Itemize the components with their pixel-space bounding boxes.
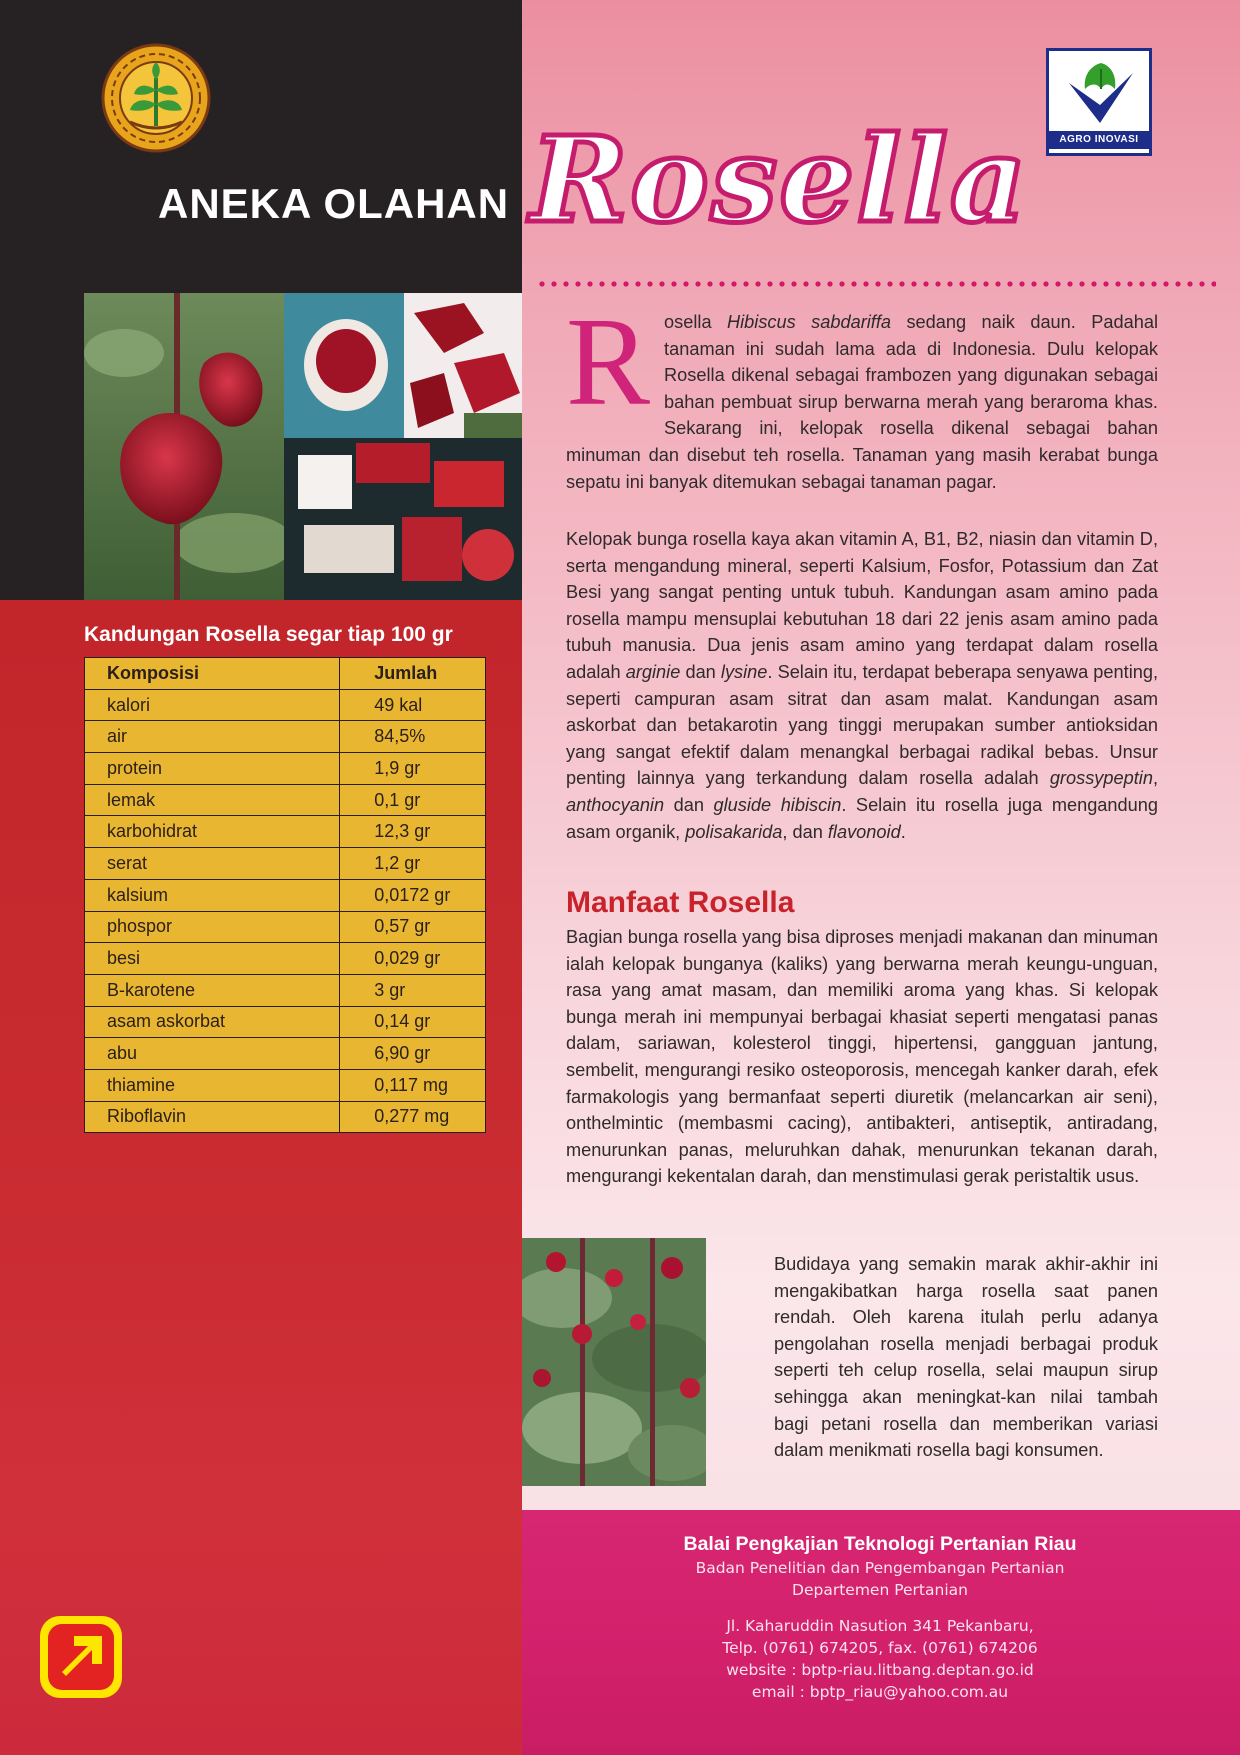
table-cell: 0,117 mg	[340, 1069, 486, 1101]
agro-inovasi-logo-icon	[1063, 59, 1137, 129]
table-cell: lemak	[85, 784, 340, 816]
footer-agency: Badan Penelitian dan Pengembangan Pertanian	[695, 1559, 1065, 1577]
agro-inovasi-logo	[1046, 48, 1152, 156]
table-cell: protein	[85, 753, 340, 785]
ministry-of-agriculture-emblem-icon	[100, 42, 212, 154]
text-run: dan	[664, 794, 714, 815]
italic-text-run: lysine	[720, 661, 768, 682]
table-row	[85, 943, 486, 975]
table-cell: asam askorbat	[85, 1006, 340, 1038]
table-cell: thiamine	[85, 1069, 340, 1101]
table-cell: karbohidrat	[85, 816, 340, 848]
text-run: dan	[680, 661, 721, 682]
text-run: Kelopak bunga rosella kaya akan vitamin A, B1, B2, niasin dan vitamin D, serta mengandung mineral, seperti Kalsium, Fosfor, Potassium dan Zat Besi yang sangat penting untuk tubuh. Kandungan asam amino pada rosella mampu mensuplai kebutuhan 18 dari 22 jenis asam amino pada tubuh manusia. Dua jenis asam amino yang terdapat dalam rosella adalah	[566, 529, 1158, 682]
table-cell: kalori	[85, 689, 340, 721]
text-run: , dan	[782, 821, 828, 842]
table-cell: 6,90 gr	[340, 1038, 486, 1070]
table-row	[85, 911, 486, 943]
table-row	[85, 1069, 486, 1101]
table-cell: 0,14 gr	[340, 1006, 486, 1038]
table-cell: air	[85, 721, 340, 753]
footer-organization: Balai Pengkajian Teknologi Pertanian Riau	[683, 1533, 1077, 1555]
rosella-photo-collage	[84, 293, 522, 600]
table-row	[85, 689, 486, 721]
agro-logo-label: AGRO INOVASI	[1049, 131, 1149, 149]
italic-text-run: Hibiscus sabdariffa	[727, 312, 892, 332]
italic-text-run: polisakarida	[685, 821, 783, 842]
footer-contact	[600, 1531, 1160, 1703]
table-row	[85, 1038, 486, 1070]
text-run: ,	[1152, 768, 1158, 789]
text-run: .	[900, 821, 906, 842]
table-cell: Riboflavin	[85, 1101, 340, 1133]
nutrition-table	[84, 657, 486, 1133]
table-cell: 3 gr	[340, 974, 486, 1006]
footer-department: Departemen Pertanian	[792, 1581, 968, 1599]
table-cell: 0,1 gr	[340, 784, 486, 816]
table-cell: 0,57 gr	[340, 911, 486, 943]
table-cell: 0,029 gr	[340, 943, 486, 975]
drop-cap: R	[566, 293, 651, 432]
footer-address: Jl. Kaharuddin Nasution 341 Pekanbaru,	[726, 1617, 1034, 1635]
text-run: . Selain itu, terdapat beberapa senyawa penting, seperti campuran asam sitrat dan asam malat. Kandungan asam askorbat dan betakarotin yang tinggi merupakan sumber antioksidan yang sangat efektif dalam menangkal berbagai radikal bebas. Unsur penting lainnya yang terkandung dalam rosella adalah	[566, 661, 1159, 789]
text-run: . Selain itu rosella juga mengandung asam organik,	[566, 794, 1158, 842]
title-prefix: ANEKA OLAHAN	[158, 180, 510, 227]
rosella-field-photo	[522, 1238, 706, 1486]
benefits-paragraph: Bagian bunga rosella yang bisa diproses menjadi makanan dan minuman ialah kelopak bunganya (kaliks) yang berwarna merah keungu-unguan, rasa yang amat masam, dan memiliki aroma yang khas. Si kelopak bunga merah ini mempunyai berbagai khasiat seperti mengatasi panas dalam, sariawan, kolesterol tinggi, hipertensi, gangguan jantung, sembelit, mengurangi resiko osteoporosis, mencegah kanker darah, efek farmakologis yang bermanfaat seperti diuretik (melancarkan air seni), onthelmintic (membasmi cacing), antibakteri, antiseptik, antiradang, menurunkan panas, meluruhkan dahak, menurunkan tekanan darah, mengurangi kekentalan darah, dan menstimulasi gerak peristaltik usus.	[566, 927, 1158, 1187]
nutrition-paragraph	[566, 526, 1158, 845]
italic-text-run: grossypeptin	[1049, 768, 1153, 789]
table-cell: 1,2 gr	[340, 848, 486, 880]
table-cell: 12,3 gr	[340, 816, 486, 848]
table-cell: besi	[85, 943, 340, 975]
italic-text-run: flavonoid	[827, 821, 901, 842]
table-row	[85, 1101, 486, 1133]
up-right-arrow-icon	[36, 1612, 126, 1702]
column-header: Jumlah	[340, 658, 486, 690]
table-title: Kandungan Rosella segar tiap 100 gr	[84, 623, 453, 646]
table-cell: 0,277 mg	[340, 1101, 486, 1133]
table-row	[85, 1006, 486, 1038]
italic-text-run: arginie	[625, 661, 681, 682]
section-heading: Manfaat Rosella	[566, 886, 795, 919]
table-row	[85, 753, 486, 785]
page-title: Rosella	[530, 110, 1029, 249]
table-row	[85, 721, 486, 753]
text-run: sedang naik daun. Padahal tanaman ini sudah lama ada di Indonesia. Dulu kelopak Rosella dikenal sebagai frambozen yang digunakan sebagai bahan pembuat sirup berwarna merah yang beraroma khas. Sekarang ini, kelopak rosella dikenal sebagai bahan minuman dan disebut teh rosella. Tanaman yang masih kerabat bunga sepatu ini banyak ditemukan sebagai tanaman pagar.	[566, 312, 1159, 492]
footer-phone: Telp. (0761) 674205, fax. (0761) 674206	[722, 1639, 1038, 1657]
table-header-row	[85, 658, 486, 690]
table-cell: phospor	[85, 911, 340, 943]
table-cell: kalsium	[85, 879, 340, 911]
cultivation-paragraph: Budidaya yang semakin marak akhir-akhir ini mengakibatkan harga rosella saat panen rendah. Oleh karena itulah perlu adanya pengolahan rosella menjadi berbagai produk seperti teh celup rosella, selai maupun sirup sehingga akan meningkat-kan nilai tambah bagi petani rosella dan memberikan variasi dalam menikmati rosella bagi konsumen.	[774, 1254, 1158, 1461]
table-cell: 84,5%	[340, 721, 486, 753]
column-header: Komposisi	[85, 658, 340, 690]
intro-paragraph	[566, 293, 1159, 495]
table-cell: 1,9 gr	[340, 753, 486, 785]
italic-text-run: anthocyanin	[566, 794, 665, 815]
table-row	[85, 848, 486, 880]
table-row	[85, 816, 486, 848]
footer-email: email : bptp_riau@yahoo.com.au	[751, 1683, 1009, 1701]
table-cell: abu	[85, 1038, 340, 1070]
footer-website: website : bptp-riau.litbang.deptan.go.id	[726, 1661, 1034, 1679]
table-cell: 0,0172 gr	[340, 879, 486, 911]
table-row	[85, 784, 486, 816]
table-row	[85, 879, 486, 911]
text-run: osella	[664, 312, 727, 332]
table-cell: B-karotene	[85, 974, 340, 1006]
table-cell: 49 kal	[340, 689, 486, 721]
table-row	[85, 974, 486, 1006]
table-cell: serat	[85, 848, 340, 880]
dotted-divider	[536, 280, 1216, 288]
italic-text-run: gluside hibiscin	[713, 794, 842, 815]
footer-spacer	[600, 1601, 1160, 1615]
